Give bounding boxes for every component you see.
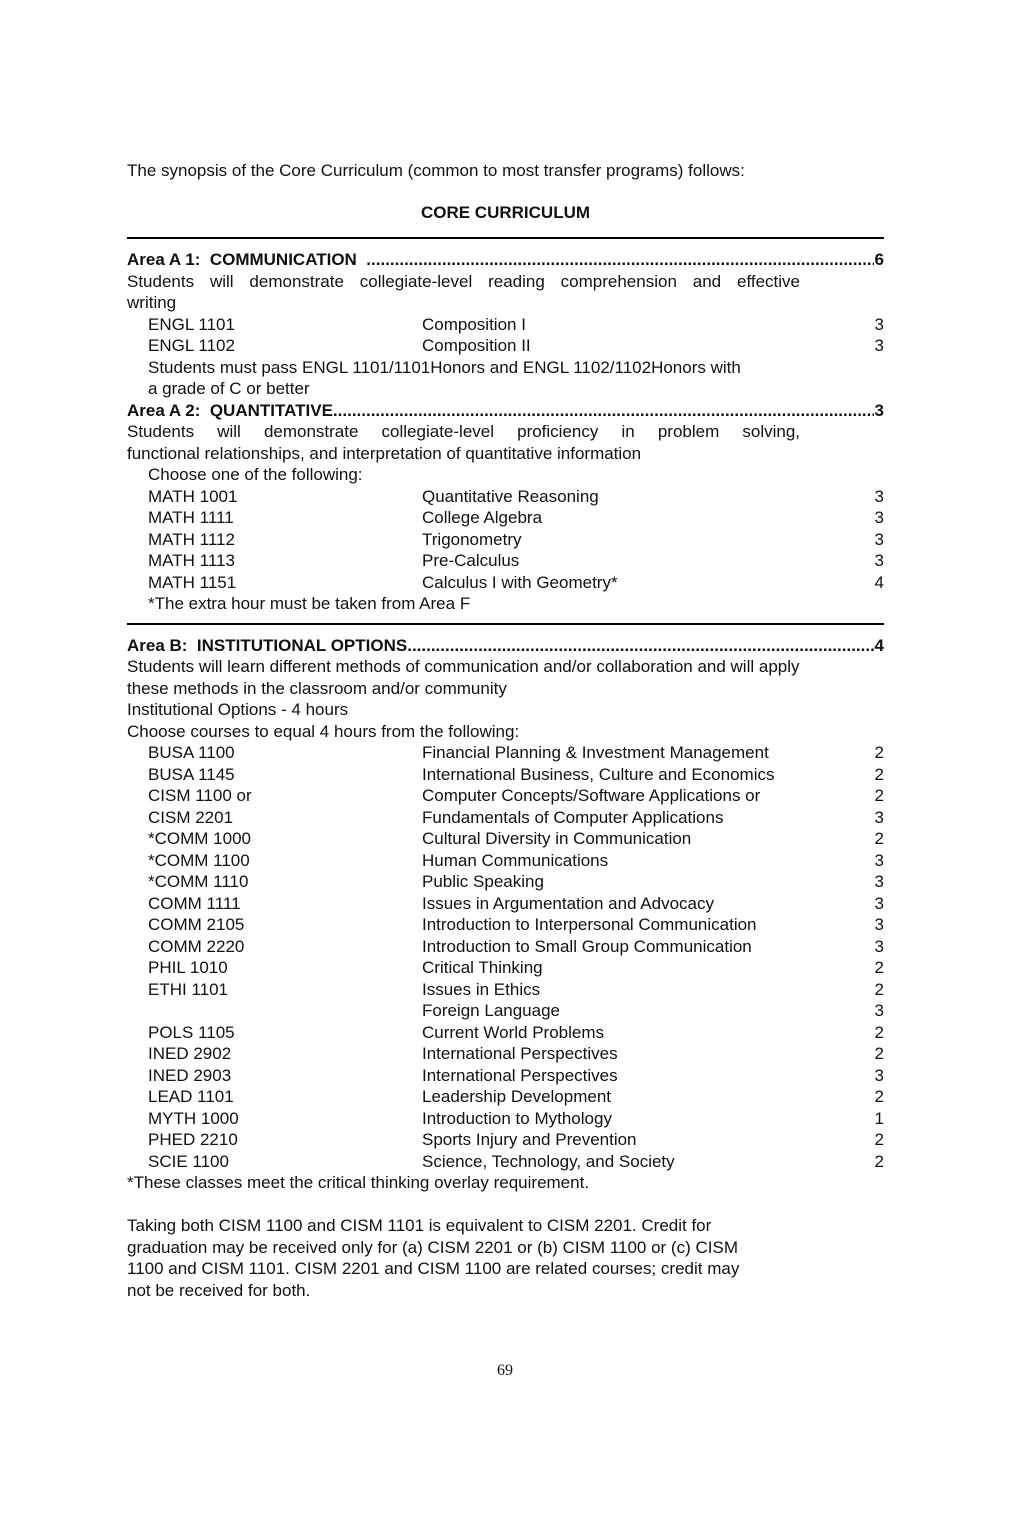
- area-a1-heading: [127, 249, 884, 271]
- area-b-hours: 4: [874, 635, 884, 655]
- course-hours: 3: [874, 807, 884, 827]
- course-code: MATH 1113: [148, 551, 235, 570]
- closing-paragraph-line: Taking both CISM 1100 and CISM 1101 is equivalent to CISM 2201. Credit for: [127, 1216, 712, 1235]
- course-code: PHIL 1010: [148, 958, 228, 977]
- area-a2-hours: 3: [874, 400, 884, 420]
- course-code: [148, 1000, 422, 1022]
- course-title: Critical Thinking: [422, 958, 543, 977]
- closing-paragraph-line: graduation may be received only for (a) CISM 2201 or (b) CISM 1100 or (c) CISM: [127, 1237, 738, 1257]
- course-hours: 2: [874, 1087, 884, 1106]
- course-code: CISM 1100 or: [148, 786, 252, 805]
- course-hours: 3: [874, 872, 884, 891]
- course-title: Introduction to Interpersonal Communication: [422, 915, 757, 934]
- course-title: Pre-Calculus: [422, 551, 520, 570]
- course-row: [127, 572, 884, 594]
- course-title: Fundamentals of Computer Applications: [422, 807, 724, 827]
- course-code: ETHI 1101: [148, 979, 229, 999]
- course-row: [127, 785, 884, 807]
- course-row: [127, 1108, 884, 1130]
- area-a2-heading: [127, 400, 884, 422]
- course-code: ENGL 1102: [148, 336, 235, 355]
- course-title: Introduction to Small Group Communication: [422, 936, 752, 956]
- course-title: International Perspectives: [422, 1065, 618, 1085]
- intro-text: The synopsis of the Core Curriculum (common to most transfer programs) follows:: [127, 161, 745, 180]
- course-row: [127, 828, 884, 850]
- course-row: [127, 1129, 884, 1151]
- area-a1-note: Students must pass ENGL 1101/1101Honors and ENGL 1102/1102Honors with: [148, 357, 741, 377]
- area-a1-description: Students will demonstrate collegiate-level reading comprehension and effective: [127, 271, 800, 291]
- course-code: MATH 1151: [148, 572, 237, 592]
- course-hours: 3: [874, 486, 884, 506]
- area-a2-description-cont: functional relationships, and interpretation of quantitative information: [127, 443, 642, 463]
- area-a1-description-cont: writing: [127, 293, 177, 312]
- course-hours: 3: [874, 936, 884, 956]
- course-row: [127, 850, 884, 872]
- course-title: Financial Planning & Investment Management: [422, 743, 769, 762]
- course-title: Composition II: [422, 336, 531, 355]
- course-hours: 3: [874, 314, 884, 334]
- closing-paragraph-line: not be received for both.: [127, 1280, 311, 1300]
- course-row: [127, 807, 884, 829]
- course-title: Human Communications: [422, 850, 609, 870]
- course-hours: 3: [874, 529, 884, 549]
- course-row: [127, 893, 884, 915]
- course-row: [127, 486, 884, 508]
- area-a2-description: Students will demonstrate collegiate-level proficiency in problem solving,: [127, 422, 800, 441]
- course-title: Science, Technology, and Society: [422, 1151, 675, 1171]
- course-row: [127, 742, 884, 764]
- area-b-name: Area B: INSTITUTIONAL OPTIONS: [127, 635, 408, 655]
- course-title: Quantitative Reasoning: [422, 486, 599, 506]
- course-title: International Business, Culture and Economics: [422, 764, 775, 784]
- course-row: [127, 957, 884, 979]
- course-row: [127, 1065, 884, 1087]
- course-row: [127, 914, 884, 936]
- course-title: Trigonometry: [422, 529, 522, 549]
- course-hours: 2: [874, 1044, 884, 1063]
- closing-paragraph-line: 1100 and CISM 1101. CISM 2201 and CISM 1100 are related courses; credit may: [127, 1259, 740, 1278]
- course-code: INED 2902: [148, 1044, 232, 1063]
- course-title: Computer Concepts/Software Applications or: [422, 786, 761, 805]
- course-hours: 3: [874, 508, 884, 527]
- course-title: Sports Injury and Prevention: [422, 1130, 637, 1149]
- course-row: [127, 979, 884, 1001]
- leader-dots: [333, 400, 874, 422]
- area-b-description: Students will learn different methods of communication and/or collaboration and will apply: [127, 657, 800, 676]
- page-title: CORE CURRICULUM: [420, 203, 591, 222]
- area-b-choose: Choose courses to equal 4 hours from the following:: [127, 721, 520, 741]
- course-code: *COMM 1110: [148, 872, 249, 891]
- area-b-options: Institutional Options - 4 hours: [127, 700, 349, 719]
- course-code: CISM 2201: [148, 807, 234, 827]
- course-title: Issues in Argumentation and Advocacy: [422, 893, 715, 913]
- course-title: Introduction to Mythology: [422, 1108, 612, 1128]
- course-row: [127, 1000, 884, 1022]
- course-title: Public Speaking: [422, 872, 544, 891]
- course-code: MATH 1111: [148, 508, 234, 527]
- course-row: [127, 550, 884, 572]
- course-row: [127, 764, 884, 786]
- area-a1-course-list: [127, 314, 884, 357]
- course-code: SCIE 1100: [148, 1151, 229, 1171]
- area-a2-course-list: [127, 486, 884, 594]
- course-hours: 3: [874, 850, 884, 870]
- course-row: [127, 936, 884, 958]
- course-row: [127, 335, 884, 357]
- course-row: [127, 529, 884, 551]
- area-a2-note: *The extra hour must be taken from Area F: [148, 594, 471, 613]
- document-page: [127, 160, 884, 1301]
- course-hours: 3: [874, 1001, 884, 1020]
- area-b-note: *These classes meet the critical thinking overlay requirement.: [127, 1173, 590, 1192]
- course-hours: 2: [874, 764, 884, 784]
- area-a1-note-cont: a grade of C or better: [148, 379, 310, 398]
- course-hours: 2: [874, 1022, 884, 1042]
- divider: [127, 237, 884, 239]
- course-title: Composition I: [422, 314, 526, 334]
- course-code: ENGL 1101: [148, 314, 235, 334]
- course-title: Cultural Diversity in Communication: [422, 829, 692, 848]
- course-hours: 2: [874, 979, 884, 999]
- course-row: [127, 1043, 884, 1065]
- course-hours: 2: [874, 743, 884, 762]
- course-title: College Algebra: [422, 508, 543, 527]
- course-hours: 2: [874, 958, 884, 977]
- course-hours: 1: [874, 1108, 884, 1128]
- course-hours: 2: [874, 829, 884, 848]
- course-title: Current World Problems: [422, 1022, 605, 1042]
- course-code: MATH 1001: [148, 486, 238, 506]
- course-code: MATH 1112: [148, 529, 235, 549]
- course-title: Issues in Ethics: [422, 979, 541, 999]
- area-b-heading: [127, 635, 884, 657]
- course-hours: 3: [874, 893, 884, 913]
- course-title: Foreign Language: [422, 1001, 561, 1020]
- course-code: *COMM 1100: [148, 850, 250, 870]
- area-a1-hours: 6: [874, 250, 884, 269]
- course-row: [127, 314, 884, 336]
- course-code: *COMM 1000: [148, 829, 251, 848]
- course-hours: 3: [874, 336, 884, 355]
- course-code: COMM 1111: [148, 893, 241, 913]
- course-row: [127, 1151, 884, 1173]
- course-row: [127, 871, 884, 893]
- course-hours: 3: [874, 1065, 884, 1085]
- page-number: 69: [497, 1362, 513, 1379]
- course-code: COMM 2220: [148, 936, 245, 956]
- course-row: [127, 1022, 884, 1044]
- area-b-description-cont: these methods in the classroom and/or community: [127, 678, 507, 698]
- course-code: PHED 2210: [148, 1130, 238, 1149]
- course-code: BUSA 1145: [148, 764, 235, 784]
- course-code: INED 2903: [148, 1065, 232, 1085]
- course-row: [127, 507, 884, 529]
- divider: [127, 623, 884, 625]
- course-row: [127, 1086, 884, 1108]
- course-title: Calculus I with Geometry*: [422, 572, 618, 592]
- course-code: BUSA 1100: [148, 743, 235, 762]
- area-a2-name: Area A 2: QUANTITATIVE: [127, 400, 333, 420]
- area-a1-name: Area A 1: COMMUNICATION: [127, 250, 367, 269]
- leader-dots: [366, 249, 873, 271]
- course-code: COMM 2105: [148, 915, 245, 934]
- course-title: International Perspectives: [422, 1044, 618, 1063]
- course-hours: 3: [874, 551, 884, 570]
- course-code: LEAD 1101: [148, 1087, 234, 1106]
- spacer: [127, 1194, 884, 1216]
- leader-dots: [407, 635, 873, 657]
- course-hours: 2: [874, 1151, 884, 1171]
- course-code: POLS 1105: [148, 1022, 235, 1042]
- course-hours: 3: [874, 915, 884, 934]
- course-hours: 2: [874, 1130, 884, 1149]
- course-title: Leadership Development: [422, 1087, 612, 1106]
- area-a2-choose: Choose one of the following:: [148, 465, 363, 484]
- course-hours: 2: [874, 786, 884, 805]
- course-hours: 4: [874, 572, 884, 592]
- area-b-course-list: [127, 742, 884, 1172]
- course-code: MYTH 1000: [148, 1108, 239, 1128]
